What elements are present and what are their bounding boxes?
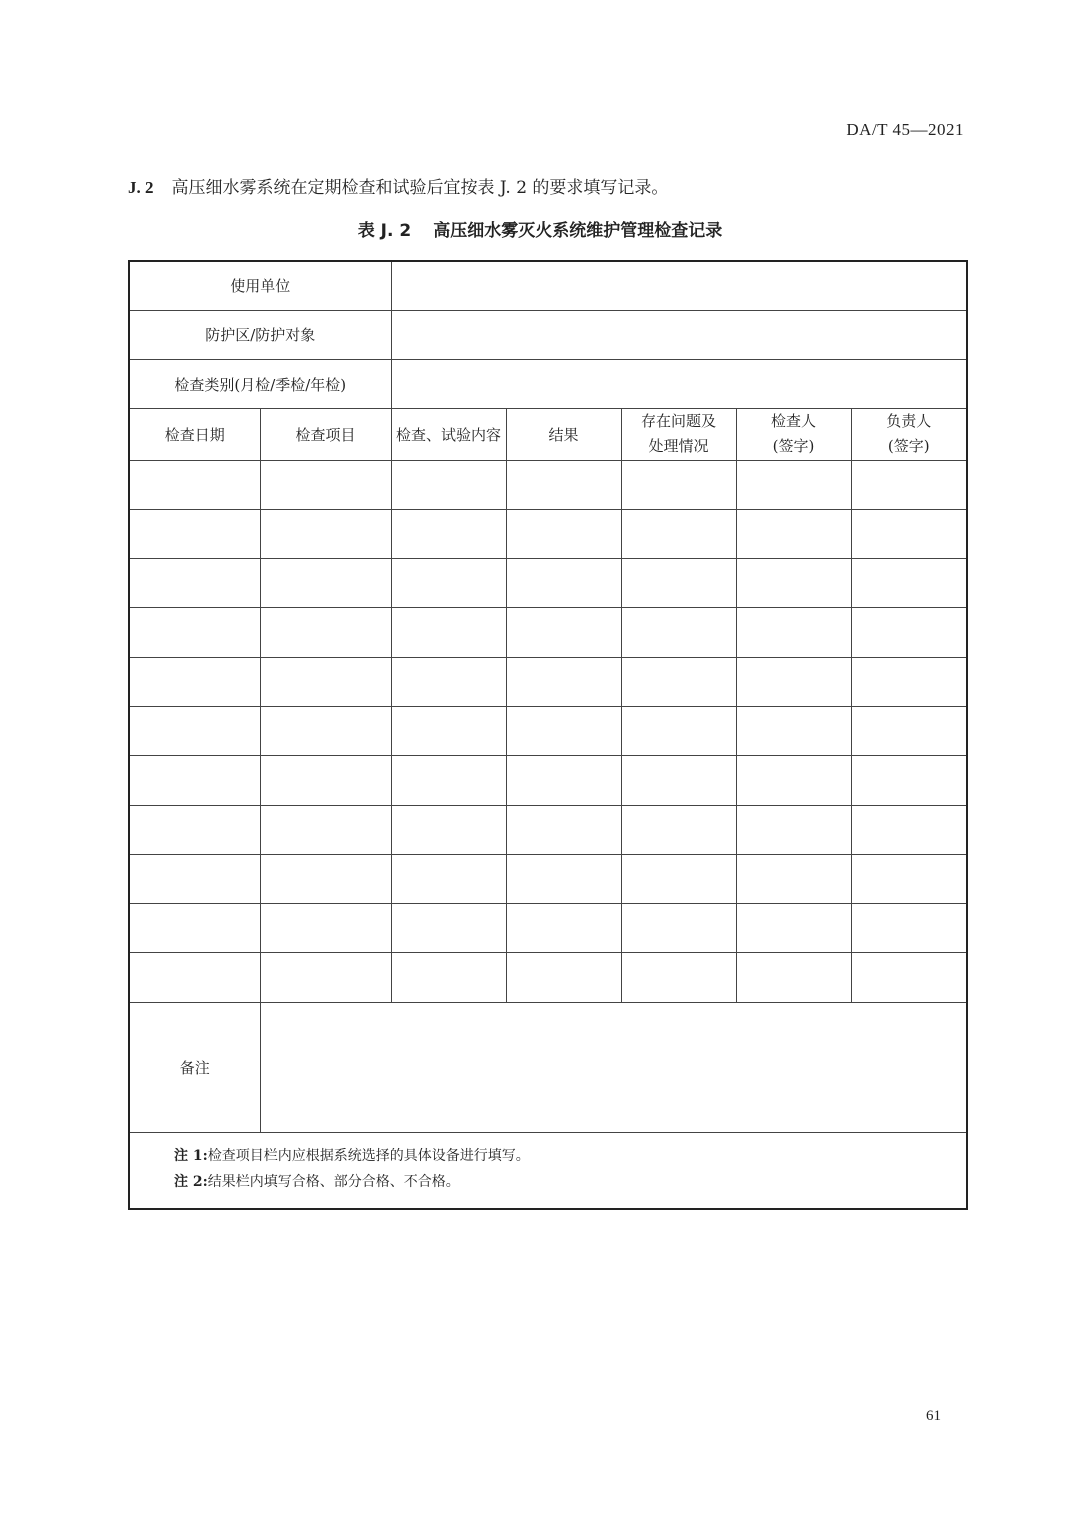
clause-paragraph (128, 173, 668, 198)
unit-field[interactable] (391, 261, 967, 310)
record-cell-owner[interactable] (851, 805, 967, 854)
record-cell-issue[interactable] (621, 608, 736, 657)
record-cell-content[interactable] (391, 854, 506, 903)
category-row (129, 360, 967, 409)
notes-cell (129, 1132, 967, 1209)
record-cell-issue[interactable] (621, 953, 736, 1002)
record-cell-date[interactable] (129, 707, 260, 756)
record-cell-owner[interactable] (851, 953, 967, 1002)
unit-label: 使用单位 (129, 261, 391, 310)
zone-field[interactable] (391, 310, 967, 359)
remark-field[interactable] (260, 1002, 967, 1132)
table-caption-number: 表 J. 2 (357, 221, 412, 241)
record-cell-inspector[interactable] (736, 756, 851, 805)
zone-row (129, 310, 967, 359)
record-cell-item[interactable] (260, 460, 391, 509)
col-header-issue-line1: 存在问题及 (641, 412, 717, 431)
record-cell-inspector[interactable] (736, 559, 851, 608)
col-header-item: 检查项目 (260, 409, 391, 460)
record-cell-issue[interactable] (621, 756, 736, 805)
col-header-result: 结果 (506, 409, 621, 460)
record-cell-result[interactable] (506, 707, 621, 756)
record-cell-inspector[interactable] (736, 460, 851, 509)
record-cell-result[interactable] (506, 657, 621, 706)
record-cell-inspector[interactable] (736, 707, 851, 756)
record-cell-owner[interactable] (851, 854, 967, 903)
maintenance-record-table (128, 260, 968, 1210)
column-header-row (129, 409, 967, 460)
record-row (129, 608, 967, 657)
record-cell-content[interactable] (391, 953, 506, 1002)
category-label: 检查类别(月检/季检/年检) (129, 360, 391, 409)
record-cell-inspector[interactable] (736, 953, 851, 1002)
col-header-owner (851, 409, 967, 460)
category-field[interactable] (391, 360, 967, 409)
record-cell-item[interactable] (260, 854, 391, 903)
record-cell-item[interactable] (260, 904, 391, 953)
record-cell-date[interactable] (129, 559, 260, 608)
note-1-text: 检查项目栏内应根据系统选择的具体设备进行填写。 (207, 1148, 530, 1165)
record-cell-owner[interactable] (851, 657, 967, 706)
record-row (129, 904, 967, 953)
record-cell-content[interactable] (391, 805, 506, 854)
record-cell-inspector[interactable] (736, 805, 851, 854)
record-cell-content[interactable] (391, 559, 506, 608)
record-cell-date[interactable] (129, 756, 260, 805)
record-row (129, 805, 967, 854)
record-cell-date[interactable] (129, 854, 260, 903)
notes-row (129, 1132, 967, 1209)
record-row (129, 559, 967, 608)
record-cell-item[interactable] (260, 657, 391, 706)
record-cell-content[interactable] (391, 657, 506, 706)
record-row (129, 953, 967, 1002)
record-cell-content[interactable] (391, 707, 506, 756)
record-row (129, 460, 967, 509)
record-cell-date[interactable] (129, 904, 260, 953)
blank-record-rows (129, 460, 967, 1002)
col-header-inspector-line2: (签字) (772, 437, 815, 456)
record-cell-owner[interactable] (851, 707, 967, 756)
record-cell-date[interactable] (129, 608, 260, 657)
record-cell-issue[interactable] (621, 805, 736, 854)
record-cell-result[interactable] (506, 904, 621, 953)
record-cell-date[interactable] (129, 509, 260, 558)
record-cell-item[interactable] (260, 953, 391, 1002)
record-cell-inspector[interactable] (736, 657, 851, 706)
record-cell-result[interactable] (506, 953, 621, 1002)
record-cell-owner[interactable] (851, 509, 967, 558)
col-header-inspector (736, 409, 851, 460)
col-header-date: 检查日期 (129, 409, 260, 460)
record-cell-owner[interactable] (851, 460, 967, 509)
table-caption-title: 高压细水雾灭火系统维护管理检查记录 (433, 221, 723, 241)
record-cell-issue[interactable] (621, 559, 736, 608)
record-row (129, 509, 967, 558)
record-cell-issue[interactable] (621, 854, 736, 903)
clause-number: J. 2 (128, 178, 154, 197)
record-row (129, 756, 967, 805)
table-caption (0, 216, 1080, 241)
record-cell-content[interactable] (391, 756, 506, 805)
record-cell-item[interactable] (260, 756, 391, 805)
record-cell-date[interactable] (129, 657, 260, 706)
record-cell-inspector[interactable] (736, 904, 851, 953)
record-cell-item[interactable] (260, 707, 391, 756)
record-cell-date[interactable] (129, 460, 260, 509)
col-header-inspector-line1: 检查人 (771, 412, 817, 431)
record-cell-owner[interactable] (851, 559, 967, 608)
record-row (129, 657, 967, 706)
col-header-content: 检查、试验内容 (391, 409, 506, 460)
record-cell-result[interactable] (506, 756, 621, 805)
record-cell-content[interactable] (391, 608, 506, 657)
record-cell-content[interactable] (391, 509, 506, 558)
record-cell-content[interactable] (391, 904, 506, 953)
record-cell-date[interactable] (129, 805, 260, 854)
record-cell-issue[interactable] (621, 904, 736, 953)
record-cell-inspector[interactable] (736, 509, 851, 558)
note-2-text: 结果栏内填写合格、部分合格、不合格。 (207, 1174, 460, 1191)
record-cell-owner[interactable] (851, 608, 967, 657)
unit-row (129, 261, 967, 310)
col-header-issue-line2: 处理情况 (648, 437, 709, 456)
record-cell-item[interactable] (260, 805, 391, 854)
clause-text: 高压细水雾系统在定期检查和试验后宜按表 J. 2 的要求填写记录。 (171, 178, 669, 198)
record-cell-issue[interactable] (621, 460, 736, 509)
remark-row (129, 1002, 967, 1132)
record-cell-result[interactable] (506, 559, 621, 608)
col-header-issue (621, 409, 736, 460)
note-1 (174, 1143, 966, 1169)
record-row (129, 707, 967, 756)
record-cell-issue[interactable] (621, 707, 736, 756)
record-cell-item[interactable] (260, 608, 391, 657)
record-cell-result[interactable] (506, 805, 621, 854)
record-cell-owner[interactable] (851, 756, 967, 805)
zone-label: 防护区/防护对象 (129, 310, 391, 359)
record-row (129, 854, 967, 903)
record-cell-result[interactable] (506, 854, 621, 903)
record-cell-result[interactable] (506, 608, 621, 657)
note-2 (174, 1169, 966, 1195)
col-header-owner-line2: (签字) (887, 437, 930, 456)
record-cell-content[interactable] (391, 460, 506, 509)
record-cell-inspector[interactable] (736, 854, 851, 903)
record-cell-owner[interactable] (851, 904, 967, 953)
record-cell-issue[interactable] (621, 509, 736, 558)
remark-label: 备注 (129, 1002, 260, 1132)
page-number: 61 (926, 1408, 941, 1424)
note-2-prefix: 注 2: (174, 1174, 208, 1191)
record-cell-item[interactable] (260, 559, 391, 608)
record-cell-issue[interactable] (621, 657, 736, 706)
document-id: DA/T 45—2021 (846, 120, 964, 139)
record-cell-date[interactable] (129, 953, 260, 1002)
col-header-owner-line1: 负责人 (886, 412, 932, 431)
record-cell-inspector[interactable] (736, 608, 851, 657)
note-1-prefix: 注 1: (174, 1148, 208, 1165)
record-cell-item[interactable] (260, 509, 391, 558)
record-cell-result[interactable] (506, 509, 621, 558)
record-cell-result[interactable] (506, 460, 621, 509)
